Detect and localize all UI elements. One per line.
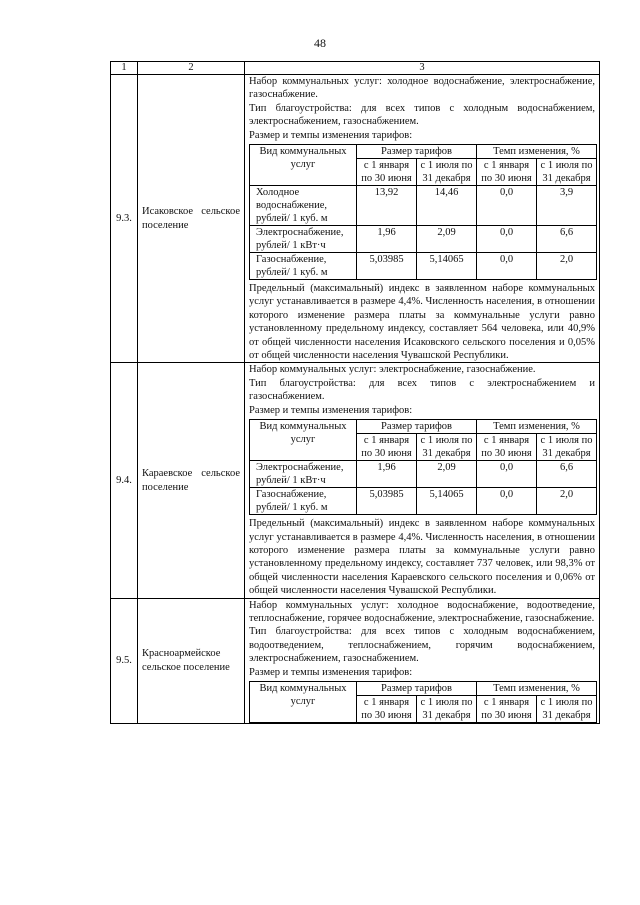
period-jul-dec: с 1 июля по 31 декабря bbox=[537, 695, 597, 722]
period-jan-jun: с 1 января по 30 июня bbox=[477, 434, 537, 461]
col-service-type: Вид коммунальных услуг bbox=[250, 145, 357, 186]
row-number: 9.5. bbox=[111, 598, 138, 723]
col-change-rate: Темп изменения, % bbox=[477, 420, 597, 434]
rate-value: 0,0 bbox=[477, 226, 537, 253]
row-number: 9.4. bbox=[111, 363, 138, 598]
settlement-row bbox=[111, 75, 600, 363]
period-jan-jun: с 1 января по 30 июня bbox=[357, 695, 417, 722]
rate-value: 0,0 bbox=[477, 253, 537, 280]
tariff-value: 5,14065 bbox=[417, 488, 477, 515]
tariff-main-table bbox=[110, 61, 600, 724]
period-jul-dec: с 1 июля по 31 декабря bbox=[417, 695, 477, 722]
index-text: Предельный (максимальный) индекс в заявленном наборе коммунальных услуг устанавливается в размере 4,4%. Численность населения, в отношении которого изменение размера платы за коммунальные услуги равно установленному предельному индексу, составляет 737 человек, или 98,3% от общей численности населения Караевского сельского поселения и 0,06% от общей численности населения Чувашской Республики. bbox=[249, 518, 595, 597]
col-service-type: Вид коммунальных услуг bbox=[250, 681, 357, 722]
rate-value: 2,0 bbox=[537, 253, 597, 280]
period-jul-dec: с 1 июля по 31 декабря bbox=[537, 159, 597, 186]
tariff-row bbox=[250, 226, 597, 253]
page-number: 48 bbox=[314, 36, 326, 50]
settlement-name: Караевское сельское поселение bbox=[138, 363, 245, 598]
rates-title: Размер и темпы изменения тарифов: bbox=[249, 666, 413, 678]
settlement-name: Красноармейское сельское поселение bbox=[138, 598, 245, 723]
settlement-name: Исаковское сельское поселение bbox=[138, 75, 245, 363]
tariff-value: 1,96 bbox=[357, 461, 417, 488]
period-jan-jun: с 1 января по 30 июня bbox=[477, 159, 537, 186]
rate-value: 0,0 bbox=[477, 186, 537, 226]
rates-title: Размер и темпы изменения тарифов: bbox=[249, 129, 413, 141]
period-jul-dec: с 1 июля по 31 декабря bbox=[537, 434, 597, 461]
index-text: Предельный (максимальный) индекс в заявленном наборе коммунальных услуг устанавливается в размере 4,4%. Численность населения, в отношении которого изменение размера платы за коммунальные услуги равно установленному предельному индексу, составляет 564 человека, или 40,9% от общей численности населения Исаковского сельского поселения и 0,05% от общей численности населения Чувашской Республики. bbox=[249, 283, 595, 362]
rate-value: 6,6 bbox=[537, 461, 597, 488]
settlement-description bbox=[245, 75, 600, 363]
rate-value: 0,0 bbox=[477, 461, 537, 488]
col-service-type: Вид коммунальных услуг bbox=[250, 420, 357, 461]
period-jan-jun: с 1 января по 30 июня bbox=[357, 434, 417, 461]
service-label: Электроснабжение, рублей/ 1 кВт·ч bbox=[250, 226, 357, 253]
settlement-row bbox=[111, 598, 600, 723]
tariff-row bbox=[250, 186, 597, 226]
tariff-value: 2,09 bbox=[417, 461, 477, 488]
tariff-value: 5,03985 bbox=[357, 488, 417, 515]
period-jan-jun: с 1 января по 30 июня bbox=[477, 695, 537, 722]
services-set: Набор коммунальных услуг: холодное водоснабжение, водоотведение, теплоснабжение, горячее водоснабжение, электроснабжение, газоснабжение. bbox=[249, 599, 595, 624]
tariff-value: 5,03985 bbox=[357, 253, 417, 280]
rate-value: 2,0 bbox=[537, 488, 597, 515]
settlement-row bbox=[111, 363, 600, 598]
header-col-1: 1 bbox=[111, 62, 138, 75]
service-label: Холодное водоснабжение, рублей/ 1 куб. м bbox=[250, 186, 357, 226]
rate-value: 3,9 bbox=[537, 186, 597, 226]
rate-value: 6,6 bbox=[537, 226, 597, 253]
rates-table bbox=[249, 681, 597, 723]
tariff-value: 14,46 bbox=[417, 186, 477, 226]
rate-value: 0,0 bbox=[477, 488, 537, 515]
service-label: Газоснабжение, рублей/ 1 куб. м bbox=[250, 253, 357, 280]
header-row bbox=[111, 62, 600, 75]
services-set: Набор коммунальных услуг: электроснабжение, газоснабжение. bbox=[249, 364, 536, 376]
rates-title: Размер и темпы изменения тарифов: bbox=[249, 404, 413, 416]
tariff-row bbox=[250, 253, 597, 280]
col-tariff-size: Размер тарифов bbox=[357, 420, 477, 434]
rates-table bbox=[249, 419, 597, 515]
period-jan-jun: с 1 января по 30 июня bbox=[357, 159, 417, 186]
settlement-description bbox=[245, 363, 600, 598]
tariff-row bbox=[250, 461, 597, 488]
improvement-type: Тип благоустройства: для всех типов с холодным водоснабжением, электроснабжением, газоснабжением. bbox=[249, 102, 595, 128]
improvement-type: Тип благоустройства: для всех типов с холодным водоснабжением, водоотведением, теплоснабжением, горячим водоснабжением, электроснабжением, газоснабжением. bbox=[249, 626, 595, 665]
row-number: 9.3. bbox=[111, 75, 138, 363]
header-col-2: 2 bbox=[138, 62, 245, 75]
tariff-value: 5,14065 bbox=[417, 253, 477, 280]
col-tariff-size: Размер тарифов bbox=[357, 145, 477, 159]
tariff-value: 13,92 bbox=[357, 186, 417, 226]
improvement-type: Тип благоустройства: для всех типов с электроснабжением и газоснабжением. bbox=[249, 377, 595, 403]
period-jul-dec: с 1 июля по 31 декабря bbox=[417, 434, 477, 461]
service-label: Электроснабжение, рублей/ 1 кВт·ч bbox=[250, 461, 357, 488]
tariff-value: 1,96 bbox=[357, 226, 417, 253]
col-change-rate: Темп изменения, % bbox=[477, 145, 597, 159]
settlement-description bbox=[245, 598, 600, 723]
header-col-3: 3 bbox=[245, 62, 600, 75]
services-set: Набор коммунальных услуг: холодное водоснабжение, электроснабжение, газоснабжение. bbox=[249, 76, 595, 101]
col-tariff-size: Размер тарифов bbox=[357, 681, 477, 695]
rates-table bbox=[249, 144, 597, 280]
tariff-value: 2,09 bbox=[417, 226, 477, 253]
service-label: Газоснабжение, рублей/ 1 куб. м bbox=[250, 488, 357, 515]
col-change-rate: Темп изменения, % bbox=[477, 681, 597, 695]
period-jul-dec: с 1 июля по 31 декабря bbox=[417, 159, 477, 186]
tariff-row bbox=[250, 488, 597, 515]
